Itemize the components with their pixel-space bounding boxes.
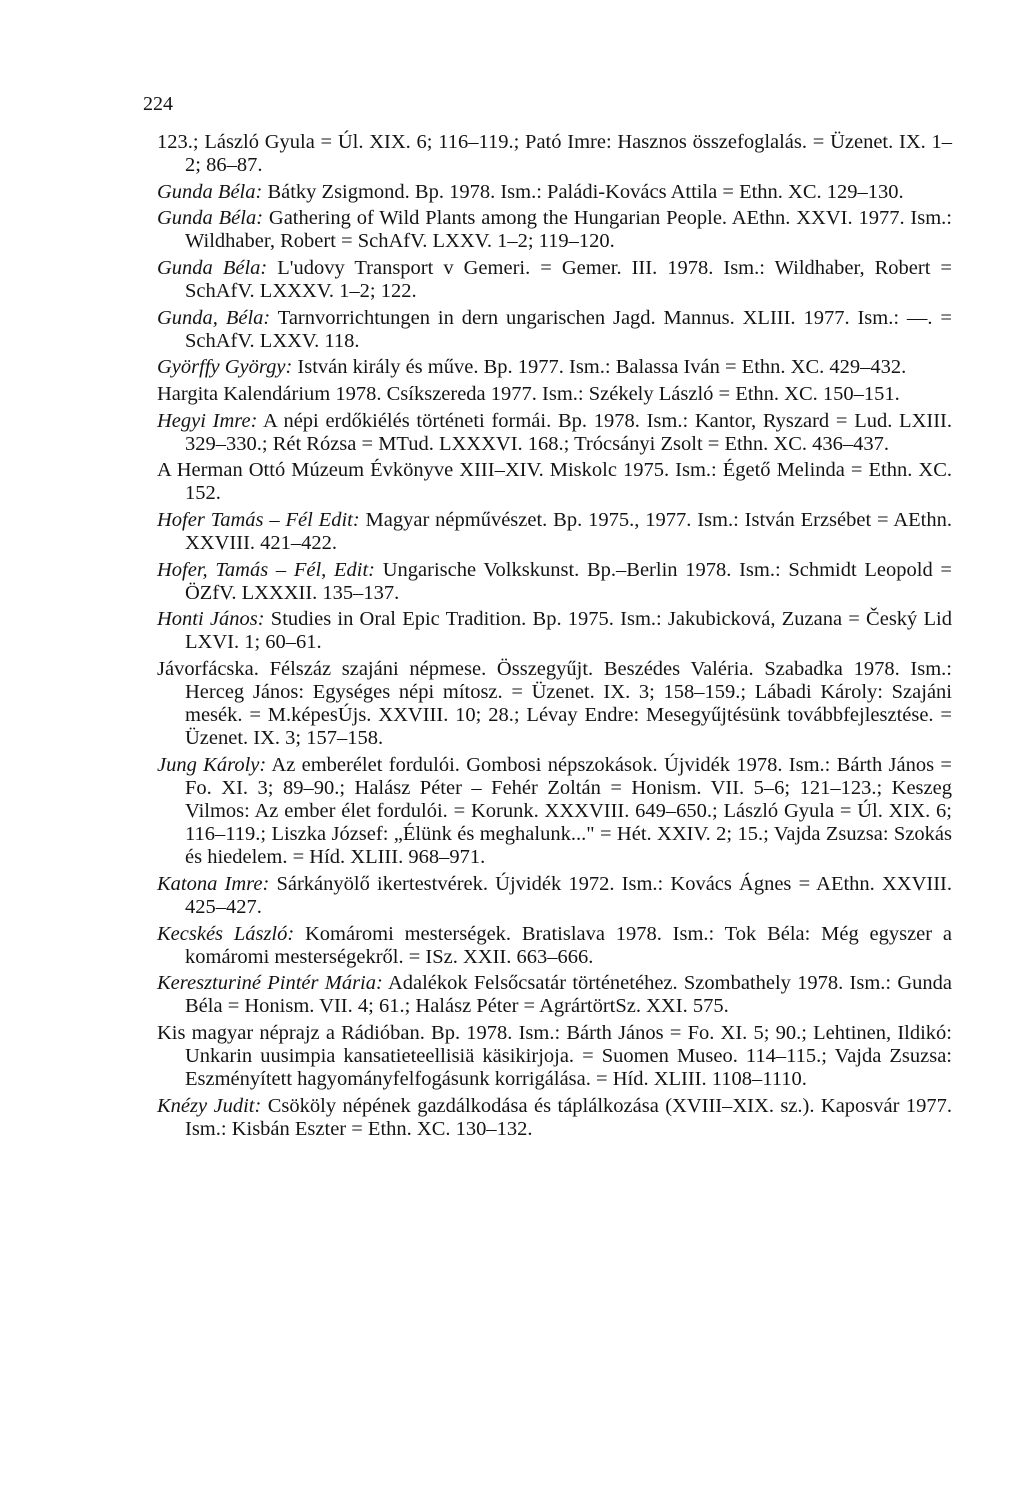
page-number: 224 — [143, 93, 173, 115]
entry-author: Jung Károly: — [157, 753, 267, 776]
entry-author: Gunda, Béla: — [157, 306, 271, 329]
bibliography-entry — [157, 608, 952, 654]
bibliography-entry — [157, 383, 952, 406]
bibliography-entry — [157, 658, 952, 750]
entry-author: Györffy György: — [157, 356, 293, 379]
entry-text: Hargita Kalendárium 1978. Csíkszereda 1977. Ism.: Székely László = Ethn. XC. 150–151. — [157, 382, 900, 405]
entry-text: Tarnvorrichtungen in dern ungarischen Jagd. Mannus. XLIII. 1977. Ism.: —. = SchAfV. LXXV. 118. — [185, 306, 952, 352]
bibliography-entry — [157, 509, 952, 555]
bibliography-entry — [157, 972, 952, 1018]
entry-text: L'udovy Transport v Gemeri. = Gemer. III. 1978. Ism.: Wildhaber, Robert = SchAfV. LXXXV. 1–2; 122. — [185, 256, 952, 303]
bibliography-entry — [157, 257, 952, 303]
entry-text: Kis magyar néprajz a Rádióban. Bp. 1978. Ism.: Bárth János = Fo. XI. 5; 90.; Lehtinen, Ildikó: Unkarin uusimpia kansatieteellisiä käsikirjoja. = Suomen Museo. 114–115.; Vajda Zsuzsa: Eszményített hagyományfelfogásunk korrigálása. = Híd. XLIII. 1108–1110. — [157, 1021, 952, 1091]
bibliography-entry — [157, 307, 952, 353]
entry-text: A népi erdőkiélés történeti formái. Bp. 1978. Ism.: Kantor, Ryszard = Lud. LXIII. 329–330.; Rét Rózsa = MTud. LXXXVI. 168.; Trócsányi Zsolt = Ethn. XC. 436–437. — [185, 409, 952, 455]
entry-author: Kecskés László: — [157, 922, 295, 945]
bibliography-entry — [157, 181, 952, 204]
entry-text: 123.; László Gyula = Úl. XIX. 6; 116–119.; Pató Imre: Hasznos összefoglalás. = Üzenet. IX. 1–2; 86–87. — [157, 131, 952, 177]
entry-text: Studies in Oral Epic Tradition. Bp. 1975. Ism.: Jakubicková, Zuzana = Český Lid LXVI. 1; 60–61. — [185, 608, 952, 654]
entry-author: Gunda Béla: — [157, 256, 268, 279]
entry-text: Gathering of Wild Plants among the Hungarian People. AEthn. XXVI. 1977. Ism.: Wildhaber, Robert = SchAfV. LXXV. 1–2; 119–120. — [185, 207, 952, 253]
entry-text: Csököly népének gazdálkodása és táplálkozása (XVIII–XIX. sz.). Kaposvár 1977. Ism.: Kisbán Eszter = Ethn. XC. 130–132. — [185, 1094, 952, 1140]
entry-author: Hofer Tamás – Fél Edit: — [157, 508, 360, 531]
bibliography-entry — [157, 207, 952, 253]
bibliography-entry — [157, 1095, 952, 1141]
entry-author: Hegyi Imre: — [157, 409, 258, 432]
bibliography-entry — [157, 559, 952, 605]
entry-text: Adalékok Felsőcsatár történetéhez. Szombathely 1978. Ism.: Gunda Béla = Honism. VII. 4; 61.; Halász Péter = AgrártörtSz. XXI. 575. — [185, 972, 953, 1018]
entry-text: Komáromi mesterségek. Bratislava 1978. Ism.: Tok Béla: Még egyszer a komáromi mesterségekről. = ISz. XXII. 663–666. — [185, 922, 952, 968]
entry-text: Ungarische Volkskunst. Bp.–Berlin 1978. Ism.: Schmidt Leopold = ÖZfV. LXXXII. 135–137. — [185, 558, 952, 604]
bibliography-entry — [157, 1022, 952, 1091]
bibliography-entry — [157, 459, 952, 505]
entry-author: Katona Imre: — [157, 872, 270, 895]
entry-text: Bátky Zsigmond. Bp. 1978. Ism.: Paládi-Kovács Attila = Ethn. XC. 129–130. — [262, 180, 904, 203]
entry-text: Sárkányölő ikertestvérek. Újvidék 1972. Ism.: Kovács Ágnes = AEthn. XXVIII. 425–427. — [185, 872, 952, 918]
bibliography-entry — [157, 131, 952, 177]
entry-text: Magyar népművészet. Bp. 1975., 1977. Ism.: István Erzsébet = AEthn. XXVIII. 421–422. — [185, 508, 952, 554]
entry-author: Gunda Béla: — [157, 207, 264, 230]
entry-author: Kereszturiné Pintér Mária: — [157, 972, 383, 995]
entry-author: Knézy Judit: — [157, 1094, 262, 1117]
bibliography-entry — [157, 873, 952, 919]
entry-author: Gunda Béla: — [157, 180, 263, 203]
bibliography-list — [157, 131, 952, 1144]
entry-text: István király és műve. Bp. 1977. Ism.: Balassa Iván = Ethn. XC. 429–432. — [292, 356, 907, 379]
bibliography-entry — [157, 923, 952, 969]
entry-text: Jávorfácska. Félszáz szajáni népmese. Összegyűjt. Beszédes Valéria. Szabadka 1978. Ism.: Herceg János: Egységes népi mítosz. = Üzenet. IX. 3; 158–159.; Lábadi Károly: Szajáni mesék. = M.képesÚjs. XXVIII. 10; 28.; Lévay Endre: Mesegyűjtésünk továbbfejlesztése. = Üzenet. IX. 3; 157–158. — [157, 657, 952, 750]
entry-author: Hofer, Tamás – Fél, Edit: — [157, 558, 375, 581]
bibliography-entry — [157, 754, 952, 869]
entry-text: Az emberélet fordulói. Gombosi népszokások. Újvidék 1978. Ism.: Bárth János = Fo. XI. 3; 89–90.; Halász Péter – Fehér Zoltán = Honism. VII. 5–6; 121–123.; Keszeg Vilmos: Az ember élet fordulói. = Korunk. XXXVIII. 649–650.; László Gyula = Úl. XIX. 6; 116–119.; Liszka József: „Élünk és meghalunk..." = Hét. XXIV. 2; 15.; Vajda Zsuzsa: Szokás és hiedelem. = Híd. XLIII. 968–971. — [185, 753, 952, 869]
bibliography-entry — [157, 410, 952, 456]
entry-text: A Herman Ottó Múzeum Évkönyve XIII–XIV. Miskolc 1975. Ism.: Égető Melinda = Ethn. XC. 152. — [157, 459, 952, 505]
entry-author: Honti János: — [157, 608, 265, 631]
bibliography-entry — [157, 356, 952, 379]
